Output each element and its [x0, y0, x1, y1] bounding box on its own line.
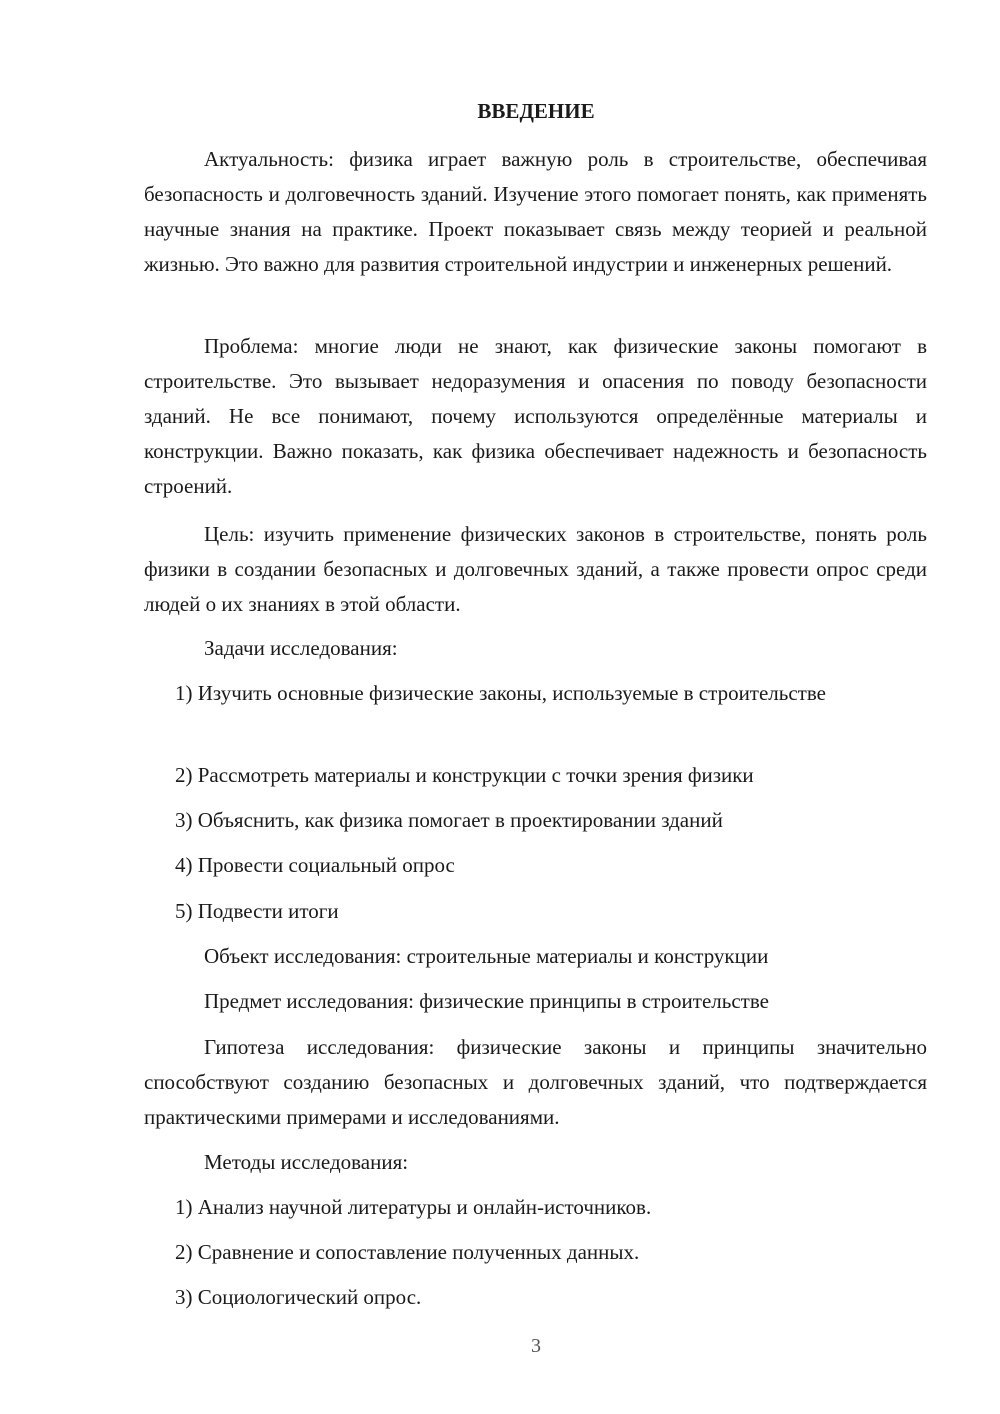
section-title: ВВЕДЕНИЕ — [477, 99, 595, 123]
hypothesis-paragraph: Гипотеза исследования: физические законы и принципы значительно способствуют созданию безопасных и долговечных зданий, что подтверждается практическими примерами и исследованиями. — [144, 1035, 927, 1129]
method-item-2: 2) Сравнение и сопоставление полученных данных. — [175, 1240, 640, 1264]
methods-heading: Методы исследования: — [204, 1150, 409, 1174]
task-item-5: 5) Подвести итоги — [175, 899, 339, 923]
problem-paragraph: Проблема: многие люди не знают, как физические законы помогают в строительстве. Это вызывает недоразумения и опасения по поводу безопасности зданий. Не все понимают, почему используются определённые материалы и конструкции. Важно показать, как физика обеспечивает надежность и безопасность строений. — [144, 334, 927, 498]
method-item-1: 1) Анализ научной литературы и онлайн-источников. — [175, 1195, 652, 1219]
subject-line: Предмет исследования: физические принципы в строительстве — [204, 989, 769, 1013]
goal-paragraph: Цель: изучить применение физических законов в строительстве, понять роль физики в создании безопасных и долговечных зданий, а также провести опрос среди людей о их знаниях в этой области. — [144, 522, 927, 616]
method-item-3: 3) Социологический опрос. — [175, 1285, 422, 1309]
page-number: 3 — [531, 1335, 541, 1357]
task-item-3: 3) Объяснить, как физика помогает в проектировании зданий — [175, 808, 723, 832]
relevance-paragraph: Актуальность: физика играет важную роль в строительстве, обеспечивая безопасность и долговечность зданий. Изучение этого помогает понять, как применять научные знания на практике. Проект показывает связь между теорией и реальной жизнью. Это важно для развития строительной индустрии и инженерных решений. — [144, 147, 927, 276]
object-line: Объект исследования: строительные материалы и конструкции — [204, 944, 769, 968]
tasks-heading: Задачи исследования: — [204, 636, 398, 660]
task-item-2: 2) Рассмотреть материалы и конструкции с точки зрения физики — [175, 763, 754, 787]
task-item-1: 1) Изучить основные физические законы, используемые в строительстве — [175, 681, 826, 705]
task-item-4: 4) Провести социальный опрос — [175, 853, 455, 877]
